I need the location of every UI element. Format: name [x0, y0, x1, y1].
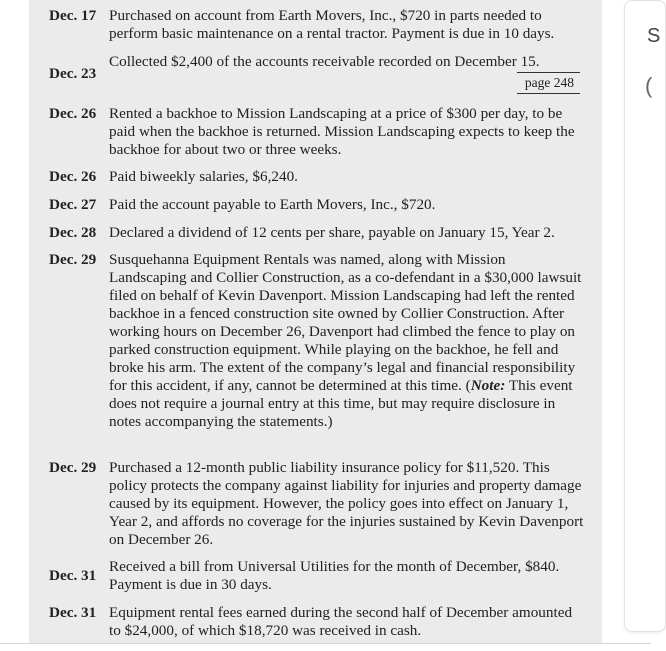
entry-date: Dec. 26	[49, 168, 97, 185]
side-glyph: S	[647, 25, 661, 47]
entry-date: Dec. 31	[49, 567, 97, 584]
entry-text-after: This event does not require a journal entry at this time, but may require disclosure in notes accompanying the statements.)	[109, 377, 573, 430]
entry-date: Dec. 26	[49, 105, 97, 122]
divider	[0, 643, 651, 644]
entry-text: Paid the account payable to Earth Movers, Inc., $720.	[109, 196, 436, 213]
entry-text	[109, 251, 584, 431]
transactions-panel	[29, 0, 602, 643]
entry-date: Dec. 31	[49, 604, 97, 621]
entry-date: Dec. 23	[49, 65, 97, 82]
entry-date: Dec. 29	[49, 251, 97, 268]
entry-date: Dec. 27	[49, 196, 97, 213]
entry-text: Collected $2,400 of the accounts receivable recorded on December 15.	[109, 53, 540, 70]
entry-text: Declared a dividend of 12 cents per share, payable on January 15, Year 2.	[109, 224, 555, 241]
entry-text: Equipment rental fees earned during the second half of December amounted to $24,000, of which $18,720 was received in cash.	[109, 604, 573, 639]
entry-text: Paid biweekly salaries, $6,240.	[109, 168, 298, 185]
entry-text: Received a bill from Universal Utilities for the month of December, $840. Payment is due in 30 days.	[109, 558, 560, 593]
entry-text: Rented a backhoe to Mission Landscaping at a price of $300 per day, to be paid when the backhoe is returned. Mission Landscaping expects to keep the backhoe for about two or three weeks.	[109, 105, 575, 158]
entry-date: Dec. 28	[49, 224, 97, 241]
entry-date: Dec. 17	[49, 7, 97, 24]
entry-text: Purchased on account from Earth Movers, Inc., $720 in parts needed to perform basic maintenance on a rental tractor. Payment is due in 10 days.	[109, 7, 555, 42]
side-glyph: (	[645, 73, 653, 98]
page-marker: page 248	[517, 72, 580, 94]
entry-text: Purchased a 12-month public liability insurance policy for $11,520. This policy protects the company against liability for injuries and property damage caused by its equipment. However, the policy goes into effect on January 1, Year 2, and affords no coverage for the injuries sustained by Kevin Davenport on December 26.	[109, 459, 584, 548]
side-card	[624, 0, 666, 632]
entry-date: Dec. 29	[49, 459, 97, 476]
entry-text-before: Susquehanna Equipment Rentals was named, along with Mission Landscaping and Collier Construction, as a co-defendant in a $30,000 lawsuit filed on behalf of Kevin Davenport. Mission Landscaping had left the rented backhoe in a fenced construction site owned by Collier Construction. After working hours on December 26, Davenport had climbed the fence to play on parked construction equipment. While playing on the backhoe, he fell and broke his arm. The extent of the company’s legal and financial responsibility for this accident, if any, cannot be determined at this time. (	[109, 251, 582, 394]
note-label: Note:	[470, 377, 506, 394]
